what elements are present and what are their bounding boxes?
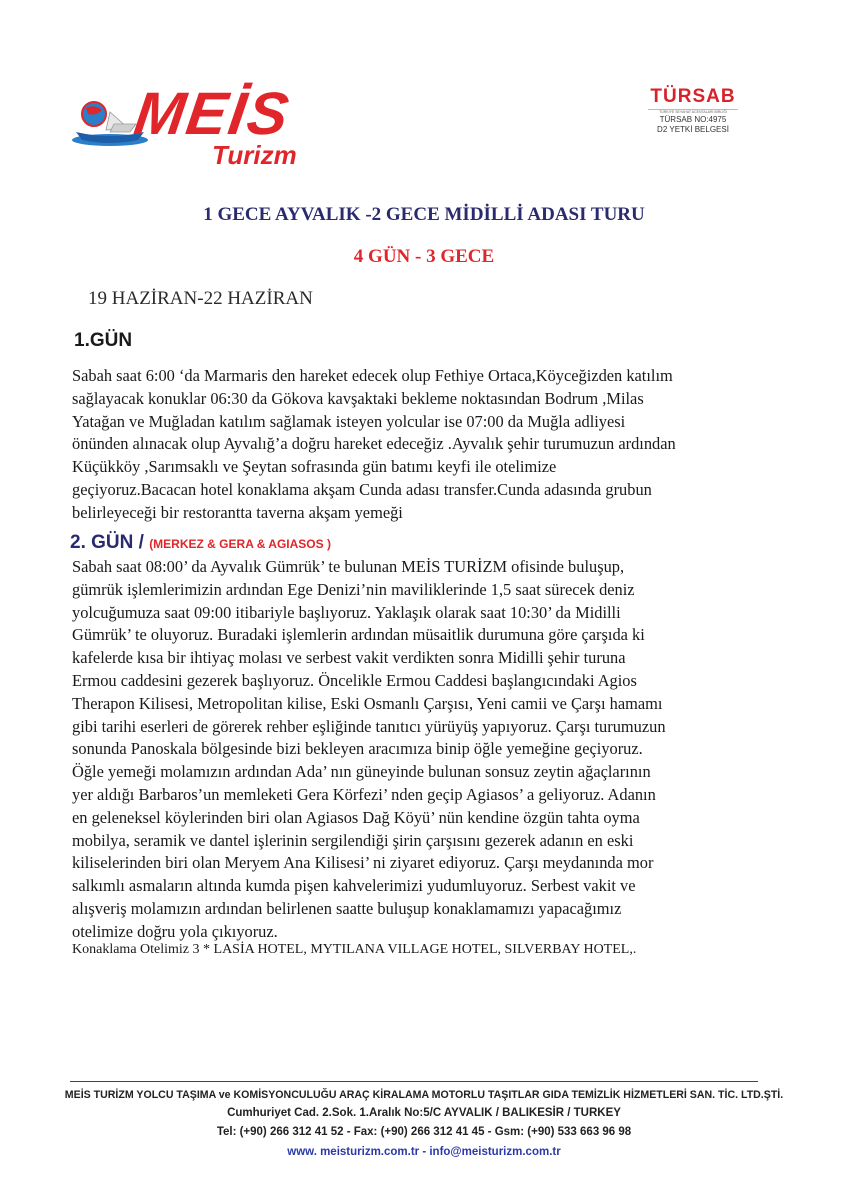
text-line: sonunda Panoskala bölgesinde bizi bekleyen aracımıza binip öğle yemeğine geçiyoruz.: [72, 739, 643, 759]
tursab-logo: TÜRSAB: [650, 86, 736, 107]
text-line: gümrük işlemlerimizin ardından Ege Denizi’nin maviliklerinde 1,5 saat sürecek deniz: [72, 579, 635, 599]
text-line: yolcuğumuza saat 09:00 itibariyle başlıyoruz. Yaklaşık olarak saat 10:30’ da Midilli: [72, 602, 621, 622]
text-line: belirleyeceği bir restorantta taverna akşam yemeği: [72, 502, 403, 522]
logo-name: MEİS: [130, 80, 295, 147]
text-line: otelimize doğru yola çıkıyoruz.: [72, 921, 278, 941]
day2-heading: [70, 532, 331, 554]
footer-contact: Tel: (+90) 266 312 41 52 - Fax: (+90) 266 312 41 45 - Gsm: (+90) 533 663 96 98: [216, 1126, 632, 1138]
tursab-certificate: D2 YETKİ BELGESİ: [657, 125, 729, 134]
tursab-tagline: TÜRKİYE SEYAHAT ACENTALARI BİRLİĞİ: [648, 109, 738, 115]
tour-title: 1 GECE AYVALIK -2 GECE MİDİLLİ ADASI TURU: [203, 204, 645, 225]
text-line: Sabah saat 6:00 ‘da Marmaris den hareket edecek olup Fethiye Ortaca,Köyceğizden katılım: [72, 366, 673, 385]
footer-address: Cumhuriyet Cad. 2.Sok. 1.Aralık No:5/C AYVALIK / BALIKESİR / TURKEY: [227, 1107, 621, 1119]
text-line: Küçükköy ,Sarımsaklı ve Şeytan sofrasında gün batımı keyfi ile otelimize: [72, 457, 557, 477]
text-line: alışveriş molamızın ardından belirlenen saatte buluşup konaklamamızı yapacağımız: [72, 898, 622, 918]
footer-web-email[interactable]: www. meisturizm.com.tr - info@meisturizm.com.tr: [287, 1146, 561, 1158]
day1-description: [72, 365, 792, 525]
text-line: kiliselerinden biri olan Meryem Ana Kilisesi’ ni ziyaret ediyoruz. Çarşı meydanında mor: [72, 853, 654, 873]
text-line: salkımlı asmaların altında kumda pişen kahvelerimizi yudumluyoruz. Serbest vakit ve: [72, 876, 636, 896]
text-line: önünden alınacak olup Ayvalığ’a doğru hareket edeceğiz .Ayvalık şehir turumuzun ardından: [72, 434, 676, 454]
day2-subtitle: (MERKEZ & GERA & AGIASOS ): [149, 537, 331, 551]
text-line: gibi tarihi eserleri de görerek rehber eşliğinde tanıtıcı yürüyüş yapıyoruz. Çarşı turumuzun: [72, 716, 666, 736]
text-line: mobilya, seramik ve dantel işlerinin sergilendiği şirin çarşısını gezerek adanın en eski: [72, 830, 634, 850]
day2-description: [72, 556, 792, 944]
footer-company: MEİS TURİZM YOLCU TAŞIMA ve KOMİSYONCULUĞU ARAÇ KİRALAMA MOTORLU TAŞITLAR GIDA TEMİZLİK HİZMETLERİ SAN. TİC. LTD.ŞTİ.: [64, 1089, 784, 1101]
text-line: Ermou caddesini gezerek başlıyoruz. Öncelikle Ermou Caddesi başlangıcındaki Agios: [72, 670, 637, 690]
tursab-number: TÜRSAB NO:4975: [659, 115, 727, 124]
text-line: Sabah saat 08:00’ da Ayvalık Gümrük’ te bulunan MEİS TURİZM ofisinde buluşup,: [72, 557, 625, 576]
logo-subtitle: Turizm: [212, 140, 297, 170]
text-line: sağlayacak konuklar 06:30 da Gökova kavşaktaki bekleme noktasından Bodrum ,Milas: [72, 388, 644, 408]
text-line: Yatağan ve Muğladan katılım sağlamak isteyen yolcular ise 07:00 da Muğla adliyesi: [72, 411, 626, 431]
text-line: Therapon Kilisesi, Metropolitan kilise, Eski Osmanlı Çarşısı, Yeni camii ve Çarşı hamamı: [72, 693, 663, 713]
hotel-info: Konaklama Otelimiz 3 * LASİA HOTEL, MYTILANA VILLAGE HOTEL, SILVERBAY HOTEL,.: [72, 942, 637, 957]
footer-divider: [70, 1081, 758, 1082]
tour-dates: 19 HAZİRAN-22 HAZİRAN: [88, 288, 313, 309]
tursab-badge: [648, 86, 738, 135]
tour-duration: 4 GÜN - 3 GECE: [353, 246, 495, 267]
text-line: kafelerde kısa bir ihtiyaç molası ve serbest vakit verdikten sonra Midilli şehir turuna: [72, 648, 626, 668]
text-line: en geleneksel köylerinden biri olan Agiasos Dağ Köyü’ nün kendine özgün tahta oyma: [72, 807, 640, 827]
text-line: Gümrük’ te oluyoruz. Buradaki işlemlerin ardından müsaitlik durumuna göre çarşıda ki: [72, 625, 645, 645]
day1-heading: 1.GÜN: [74, 330, 133, 351]
text-line: geçiyoruz.Bacacan hotel konaklama akşam Cunda adası transfer.Cunda adasında grubun: [72, 479, 652, 499]
day2-title: 2. GÜN /: [70, 532, 144, 553]
text-line: Öğle yemeği molamızın ardından Ada’ nın güneyinde bulunan sonsuz zeytin ağaçlarının: [72, 762, 651, 782]
text-line: yer aldığı Barbaros’un memleketi Gera Körfezi’ nden geçip Agiasos’ a geliyoruz. Adanın: [72, 784, 656, 804]
